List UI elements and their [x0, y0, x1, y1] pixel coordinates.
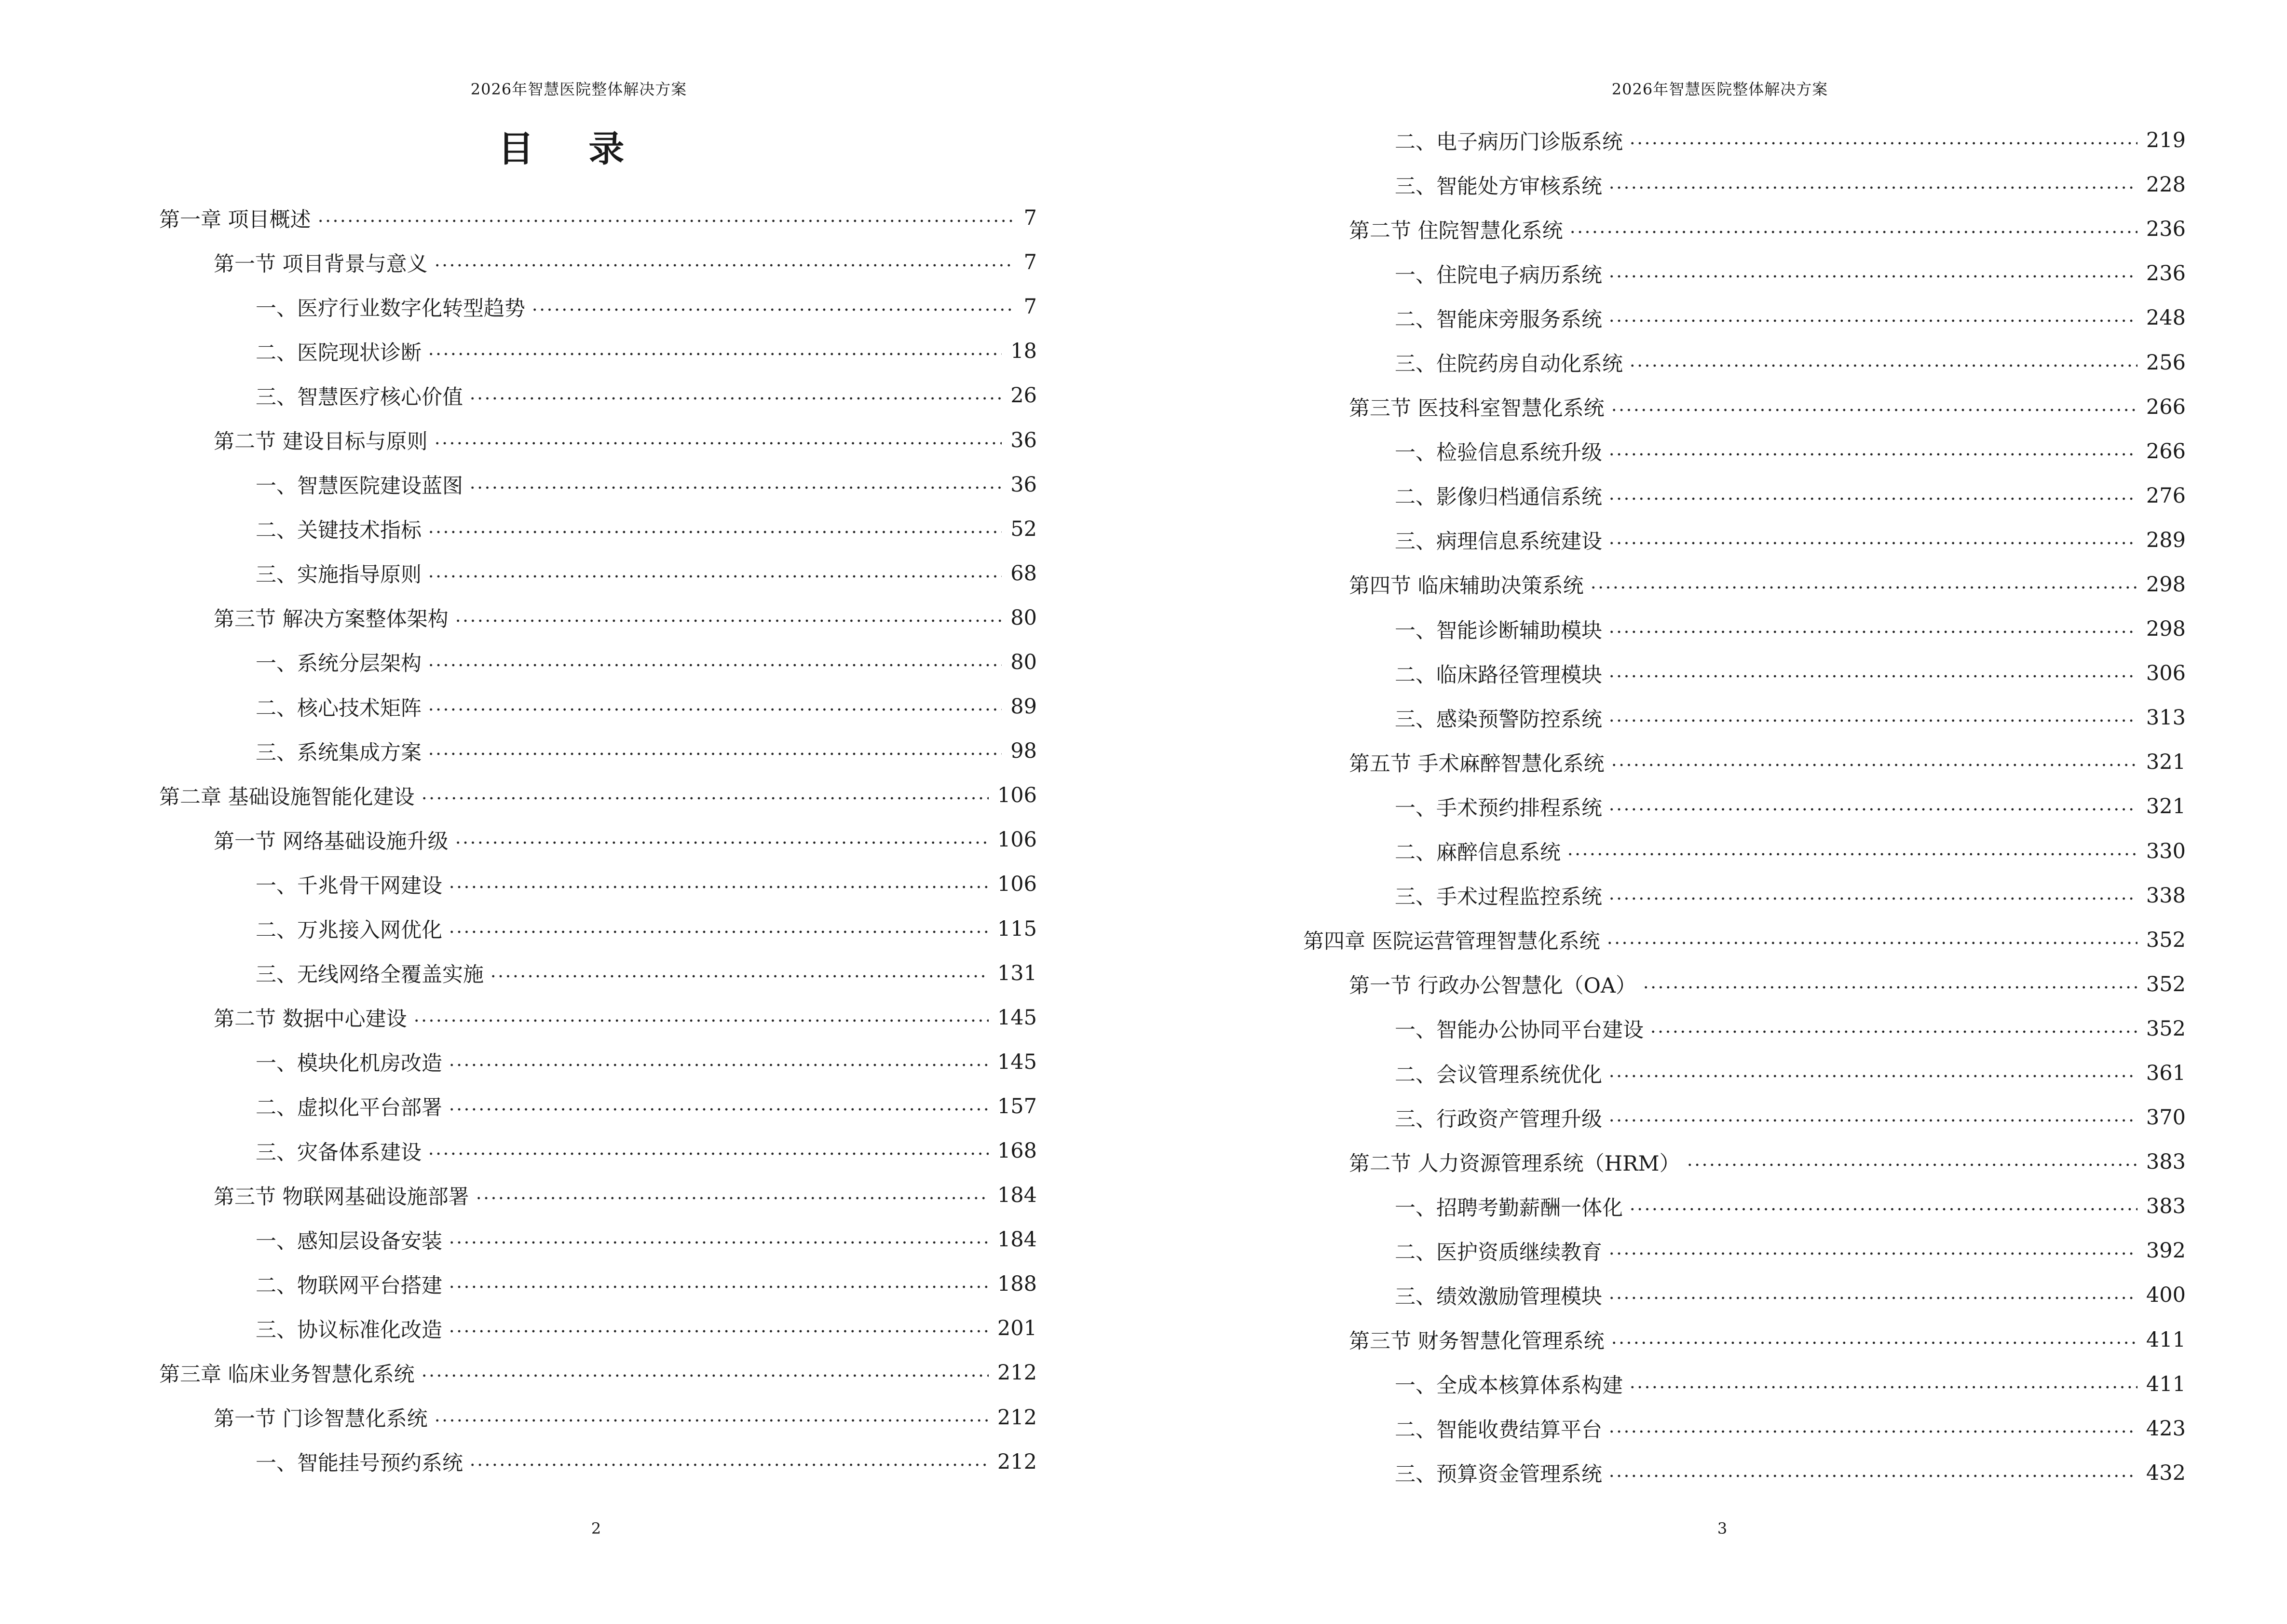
toc-entry-label: 第三节 财务智慧化管理系统	[1349, 1329, 1605, 1354]
toc-entry-item[interactable]	[1303, 829, 2186, 873]
dot-leader	[1608, 719, 2137, 723]
toc-entry-label: 第二节 数据中心建设	[214, 1007, 407, 1032]
dot-leader	[1608, 1474, 2137, 1478]
toc-entry-page-number: 168	[997, 1139, 1037, 1163]
toc-entry-label: 二、核心技术矩阵	[256, 696, 422, 721]
toc-entry-item[interactable]	[1303, 784, 2186, 829]
toc-entry-page-number: 338	[2146, 883, 2186, 908]
toc-entry-page-number: 400	[2146, 1283, 2186, 1308]
toc-entry-section[interactable]	[159, 1173, 1037, 1217]
toc-entry-item[interactable]	[159, 1129, 1037, 1173]
dot-leader	[427, 1152, 989, 1156]
dot-leader	[448, 1285, 989, 1289]
toc-entry-label: 第三节 物联网基础设施部署	[214, 1185, 469, 1209]
dot-leader	[434, 441, 1002, 445]
toc-entry-chapter[interactable]	[159, 196, 1037, 240]
toc-entry-page-number: 266	[2146, 439, 2186, 464]
toc-entry-section[interactable]	[1303, 207, 2186, 251]
toc-entry-label: 一、住院电子病历系统	[1395, 263, 1602, 287]
toc-entry-page-number: 298	[2146, 617, 2186, 641]
toc-entry-item[interactable]	[1303, 429, 2186, 474]
toc-entry-label: 三、无线网络全覆盖实施	[256, 963, 484, 987]
toc-entry-item[interactable]	[1303, 651, 2186, 696]
dot-leader	[1608, 674, 2137, 678]
toc-entry-page-number: 411	[2146, 1327, 2186, 1352]
toc-entry-page-number: 423	[2146, 1416, 2186, 1441]
dot-leader	[448, 1107, 989, 1111]
toc-entry-label: 一、感知层设备安装	[256, 1229, 442, 1254]
running-header: 2026年智慧医院整体解决方案	[470, 80, 687, 98]
toc-entry-page-number: 36	[1010, 472, 1037, 497]
toc-entry-label: 三、感染预警防控系统	[1395, 707, 1602, 732]
toc-entry-page-number: 321	[2146, 750, 2186, 775]
toc-entry-item[interactable]	[1303, 1406, 2186, 1451]
toc-entry-page-number: 313	[2146, 706, 2186, 730]
toc-entry-page-number: 106	[997, 872, 1037, 897]
dot-leader	[421, 796, 989, 800]
toc-entry-page-number: 212	[997, 1405, 1037, 1430]
toc-entry-label: 一、智慧医院建设蓝图	[256, 474, 463, 499]
toc-entry-label: 一、模块化机房改造	[256, 1051, 442, 1076]
toc-entry-section[interactable]	[1303, 385, 2186, 429]
toc-entry-label: 第一节 行政办公智慧化（OA）	[1349, 974, 1636, 998]
toc-entry-label: 第二节 建设目标与原则	[214, 430, 428, 454]
dot-leader	[1606, 941, 2137, 945]
toc-entry-item[interactable]	[1303, 518, 2186, 562]
toc-entry-page-number: 306	[2146, 661, 2186, 686]
toc-entry-item[interactable]	[159, 1440, 1037, 1484]
toc-entry-item[interactable]	[1303, 163, 2186, 207]
toc-entry-page-number: 106	[997, 783, 1037, 808]
toc-entry-page-number: 352	[2146, 972, 2186, 996]
toc-entry-label: 二、智能床旁服务系统	[1395, 307, 1602, 332]
toc-entry-label: 一、智能挂号预约系统	[256, 1451, 463, 1476]
dot-leader	[427, 574, 1002, 578]
toc-entry-label: 第一章 项目概述	[159, 207, 311, 232]
toc-entry-item[interactable]	[1303, 696, 2186, 740]
dot-leader	[1629, 364, 2137, 368]
dot-leader	[1610, 763, 2137, 767]
toc-entry-page-number: 145	[997, 1005, 1037, 1030]
dot-leader	[413, 1019, 989, 1023]
toc-entry-page-number: 115	[997, 916, 1037, 941]
toc-entry-label: 三、住院药房自动化系统	[1395, 352, 1623, 377]
dot-leader	[1608, 1119, 2137, 1122]
toc-entry-label: 三、绩效激励管理模块	[1395, 1284, 1602, 1309]
toc-entry-label: 第二节 住院智慧化系统	[1349, 218, 1563, 243]
toc-entry-item[interactable]	[159, 907, 1037, 951]
toc-entry-section[interactable]	[159, 1395, 1037, 1440]
dot-leader	[421, 1374, 989, 1378]
toc-title: 目 录	[498, 128, 646, 170]
toc-entry-item[interactable]	[1303, 1362, 2186, 1406]
toc-entry-label: 二、智能收费结算平台	[1395, 1418, 1602, 1443]
toc-entry-label: 一、千兆骨干网建设	[256, 873, 442, 898]
toc-entry-page-number: 145	[997, 1050, 1037, 1074]
toc-entry-label: 三、灾备体系建设	[256, 1140, 422, 1165]
dot-leader	[531, 308, 1014, 312]
toc-entry-label: 一、招聘考勤薪酬一体化	[1395, 1196, 1623, 1220]
toc-entry-label: 二、万兆接入网优化	[256, 918, 442, 943]
toc-entry-page-number: 276	[2146, 483, 2186, 508]
toc-entry-chapter[interactable]	[159, 1351, 1037, 1395]
toc-entry-page-number: 7	[1023, 295, 1037, 319]
toc-entry-label: 一、检验信息系统升级	[1395, 441, 1602, 465]
dot-leader	[427, 663, 1002, 667]
toc-entry-section[interactable]	[1303, 962, 2186, 1007]
dot-leader	[1608, 897, 2137, 901]
dot-leader	[490, 974, 989, 978]
dot-leader	[317, 219, 1014, 223]
toc-entry-item[interactable]	[159, 285, 1037, 329]
toc-entry-item[interactable]	[1303, 873, 2186, 918]
toc-entry-section[interactable]	[159, 240, 1037, 285]
toc-entry-label: 一、手术预约排程系统	[1395, 796, 1602, 820]
toc-entry-page-number: 298	[2146, 572, 2186, 597]
toc-entry-label: 三、预算资金管理系统	[1395, 1462, 1602, 1487]
dot-leader	[1608, 1296, 2137, 1300]
toc-entry-page-number: 352	[2146, 1016, 2186, 1041]
dot-leader	[448, 885, 989, 889]
dot-leader	[434, 1419, 989, 1422]
toc-entry-label: 一、医疗行业数字化转型趋势	[256, 296, 525, 321]
toc-entry-page-number: 330	[2146, 839, 2186, 863]
dot-leader	[427, 752, 1002, 756]
toc-entry-section[interactable]	[1303, 1140, 2186, 1184]
toc-entry-label: 第一节 门诊智慧化系统	[214, 1407, 428, 1432]
toc-entry-item[interactable]	[1303, 340, 2186, 384]
toc-entry-item[interactable]	[1303, 296, 2186, 340]
toc-entry-item[interactable]	[159, 951, 1037, 996]
dot-leader	[1642, 985, 2137, 989]
toc-entry-item[interactable]	[159, 1262, 1037, 1306]
toc-entry-chapter[interactable]	[159, 773, 1037, 818]
toc-entry-item[interactable]	[159, 329, 1037, 373]
toc-entry-page-number: 212	[997, 1449, 1037, 1474]
toc-entry-item[interactable]	[159, 551, 1037, 596]
toc-entry-page-number: 184	[997, 1228, 1037, 1252]
toc-list	[1303, 118, 2186, 1495]
toc-entry-page-number: 52	[1010, 517, 1037, 541]
toc-entry-label: 三、智慧医疗核心价值	[256, 385, 463, 409]
toc-entry-page-number: 7	[1023, 250, 1037, 275]
dot-leader	[1608, 1252, 2137, 1256]
dot-leader	[475, 1196, 989, 1200]
toc-entry-page-number: 256	[2146, 350, 2186, 375]
toc-entry-item[interactable]	[159, 373, 1037, 418]
dot-leader	[448, 930, 989, 934]
toc-entry-item[interactable]	[1303, 1184, 2186, 1228]
toc-entry-page-number: 201	[997, 1316, 1037, 1341]
toc-entry-page-number: 321	[2146, 794, 2186, 819]
toc-entry-item[interactable]	[159, 1306, 1037, 1351]
toc-entry-section[interactable]	[159, 818, 1037, 862]
toc-entry-item[interactable]	[159, 862, 1037, 906]
toc-entry-page-number: 361	[2146, 1061, 2186, 1086]
toc-entry-chapter[interactable]	[1303, 918, 2186, 962]
dot-leader	[1608, 497, 2137, 501]
toc-entry-item[interactable]	[159, 640, 1037, 684]
dot-leader	[448, 1063, 989, 1067]
toc-entry-label: 二、临床路径管理模块	[1395, 663, 1602, 687]
toc-entry-page-number: 7	[1023, 206, 1037, 231]
dot-leader	[1629, 141, 2137, 145]
toc-entry-item[interactable]	[159, 1040, 1037, 1084]
dot-leader	[1608, 807, 2137, 811]
toc-entry-item[interactable]	[159, 507, 1037, 551]
toc-entry-page-number: 98	[1010, 739, 1037, 764]
toc-entry-page-number: 18	[1010, 339, 1037, 364]
toc-entry-page-number: 411	[2146, 1372, 2186, 1396]
toc-entry-label: 一、智能诊断辅助模块	[1395, 618, 1602, 643]
toc-entry-label: 三、实施指导原则	[256, 563, 422, 587]
dot-leader	[1590, 586, 2137, 589]
toc-entry-section[interactable]	[159, 418, 1037, 462]
toc-entry-page-number: 131	[997, 961, 1037, 985]
toc-entry-item[interactable]	[1303, 1007, 2186, 1051]
dot-leader	[469, 486, 1002, 490]
toc-entry-page-number: 432	[2146, 1460, 2186, 1485]
dot-leader	[1629, 1385, 2137, 1389]
toc-entry-label: 第五节 手术麻醉智慧化系统	[1349, 751, 1605, 776]
toc-entry-page-number: 157	[997, 1094, 1037, 1119]
toc-entry-page-number: 383	[2146, 1194, 2186, 1219]
dot-leader	[1629, 1207, 2137, 1211]
toc-entry-section[interactable]	[1303, 1318, 2186, 1362]
toc-entry-page-number: 188	[997, 1272, 1037, 1296]
toc-entry-section[interactable]	[159, 596, 1037, 640]
toc-entry-label: 三、系统集成方案	[256, 740, 422, 765]
toc-entry-page-number: 370	[2146, 1105, 2186, 1130]
dot-leader	[454, 619, 1002, 623]
toc-entry-label: 二、物联网平台搭建	[256, 1273, 442, 1298]
toc-entry-page-number: 228	[2146, 173, 2186, 197]
dot-leader	[1608, 319, 2137, 323]
dot-leader	[434, 263, 1014, 267]
toc-entry-page-number: 80	[1010, 605, 1037, 630]
toc-entry-page-number: 26	[1010, 383, 1037, 408]
toc-entry-page-number: 289	[2146, 528, 2186, 552]
toc-list	[159, 196, 1037, 1484]
toc-entry-label: 二、关键技术指标	[256, 519, 422, 543]
toc-entry-page-number: 89	[1010, 695, 1037, 719]
dot-leader	[469, 396, 1002, 400]
toc-entry-label: 二、医院现状诊断	[256, 341, 422, 365]
toc-entry-label: 三、手术过程监控系统	[1395, 885, 1602, 910]
toc-entry-section[interactable]	[1303, 562, 2186, 607]
toc-entry-label: 二、影像归档通信系统	[1395, 485, 1602, 510]
toc-entry-page-number: 36	[1010, 428, 1037, 452]
toc-entry-page-number: 236	[2146, 261, 2186, 286]
dot-leader	[454, 841, 989, 845]
dot-leader	[1608, 541, 2137, 545]
dot-leader	[1686, 1163, 2137, 1167]
toc-entry-label: 三、行政资产管理升级	[1395, 1107, 1602, 1132]
toc-entry-item[interactable]	[1303, 1228, 2186, 1273]
toc-entry-page-number: 352	[2146, 928, 2186, 952]
toc-entry-page-number: 383	[2146, 1150, 2186, 1174]
dot-leader	[469, 1463, 989, 1467]
toc-entry-label: 第一节 项目背景与意义	[214, 252, 428, 276]
page-number: 3	[1717, 1519, 1728, 1538]
dot-leader	[1608, 274, 2137, 278]
toc-entry-section[interactable]	[159, 996, 1037, 1040]
page-number: 2	[591, 1519, 601, 1538]
toc-entry-page-number: 80	[1010, 650, 1037, 674]
toc-entry-item[interactable]	[1303, 118, 2186, 163]
toc-entry-item[interactable]	[1303, 1273, 2186, 1317]
toc-entry-item[interactable]	[1303, 1451, 2186, 1495]
toc-entry-label: 三、智能处方审核系统	[1395, 174, 1602, 199]
toc-entry-item[interactable]	[1303, 1051, 2186, 1095]
toc-entry-label: 第四章 医院运营管理智慧化系统	[1303, 929, 1600, 954]
toc-entry-item[interactable]	[159, 1217, 1037, 1262]
dot-leader	[448, 1241, 989, 1244]
toc-entry-label: 二、会议管理系统优化	[1395, 1063, 1602, 1087]
dot-leader	[448, 1329, 989, 1333]
toc-entry-item[interactable]	[1303, 474, 2186, 518]
toc-entry-label: 第二节 人力资源管理系统（HRM）	[1349, 1151, 1680, 1176]
toc-entry-label: 二、麻醉信息系统	[1395, 841, 1561, 865]
toc-entry-label: 一、全成本核算体系构建	[1395, 1374, 1623, 1398]
dot-leader	[1610, 1341, 2137, 1345]
toc-entry-label: 三、协议标准化改造	[256, 1318, 442, 1342]
dot-leader	[427, 352, 1002, 356]
toc-entry-item[interactable]	[1303, 607, 2186, 651]
dot-leader	[1608, 1430, 2137, 1433]
dot-leader	[1569, 230, 2137, 234]
toc-entry-page-number: 248	[2146, 306, 2186, 330]
toc-entry-page-number: 219	[2146, 128, 2186, 153]
toc-entry-page-number: 236	[2146, 217, 2186, 242]
toc-entry-page-number: 106	[997, 828, 1037, 852]
dot-leader	[1608, 452, 2137, 456]
right-page	[1144, 0, 2287, 1624]
dot-leader	[1566, 852, 2137, 856]
toc-entry-page-number: 392	[2146, 1239, 2186, 1263]
toc-entry-item[interactable]	[1303, 251, 2186, 296]
toc-entry-label: 第三章 临床业务智慧化系统	[159, 1362, 415, 1387]
toc-entry-page-number: 266	[2146, 395, 2186, 419]
running-header: 2026年智慧医院整体解决方案	[1611, 80, 1828, 98]
toc-entry-item[interactable]	[159, 729, 1037, 773]
toc-entry-page-number: 212	[997, 1361, 1037, 1385]
toc-entry-item[interactable]	[159, 684, 1037, 729]
toc-entry-label: 第一节 网络基础设施升级	[214, 829, 449, 854]
toc-entry-label: 一、智能办公协同平台建设	[1395, 1018, 1644, 1043]
dot-leader	[1608, 630, 2137, 634]
dot-leader	[1608, 186, 2137, 190]
toc-entry-label: 第二章 基础设施智能化建设	[159, 785, 415, 809]
toc-entry-label: 三、病理信息系统建设	[1395, 530, 1602, 554]
toc-entry-label: 一、系统分层架构	[256, 652, 422, 676]
toc-entry-label: 第三节 解决方案整体架构	[214, 607, 449, 632]
toc-entry-section[interactable]	[1303, 740, 2186, 784]
toc-entry-label: 二、虚拟化平台部署	[256, 1096, 442, 1120]
dot-leader	[427, 530, 1002, 534]
toc-entry-item[interactable]	[159, 463, 1037, 507]
toc-entry-label: 第四节 临床辅助决策系统	[1349, 574, 1584, 599]
dot-leader	[1610, 408, 2137, 412]
toc-entry-page-number: 184	[997, 1183, 1037, 1208]
toc-entry-label: 二、电子病历门诊版系统	[1395, 130, 1623, 154]
dot-leader	[427, 708, 1002, 711]
toc-entry-item[interactable]	[159, 1084, 1037, 1129]
toc-entry-page-number: 68	[1010, 561, 1037, 586]
dot-leader	[1608, 1074, 2137, 1078]
toc-entry-label: 二、医护资质继续教育	[1395, 1240, 1602, 1265]
dot-leader	[1649, 1030, 2137, 1034]
toc-entry-item[interactable]	[1303, 1095, 2186, 1140]
toc-entry-label: 第三节 医技科室智慧化系统	[1349, 396, 1605, 421]
